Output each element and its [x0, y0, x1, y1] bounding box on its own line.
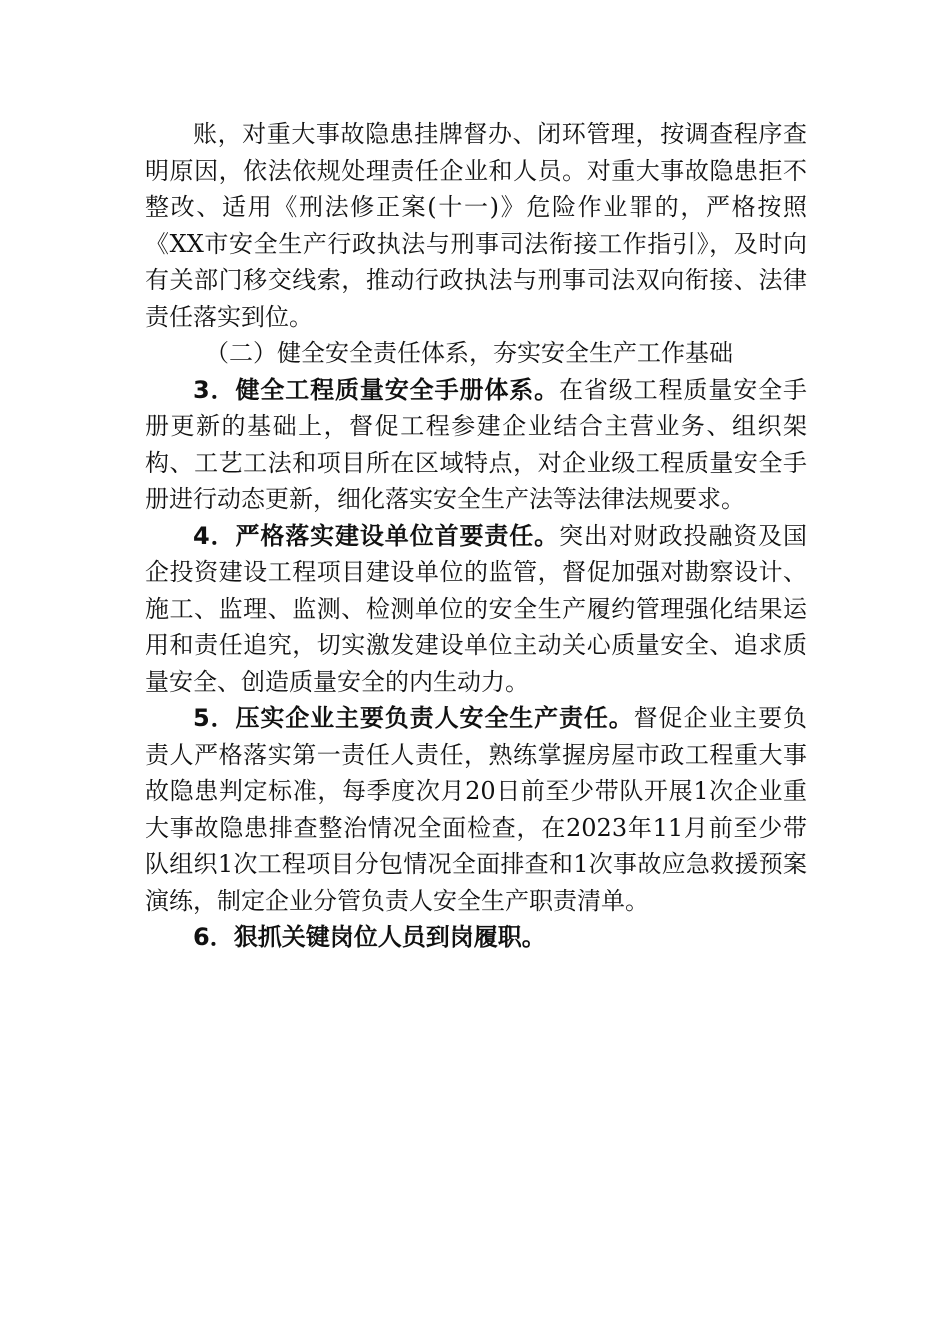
item-5-body: 督促企业主要负责人严格落实第一责任人责任，熟练掌握房屋市政工程重大事故隐患判定标准，每季度次月20日前至少带队开展1次企业重大事故隐患排查整治情况全面检查，在2023年11月前至少带队组织1次工程项目分包情况全面排查和1次事故应急救援预案演练，制定企业分管负责人安全生产职责清单。: [145, 704, 807, 915]
item-3-body: 在省级工程质量安全手册更新的基础上，督促工程参建企业结合主营业务、组织架构、工艺工法和项目所在区域特点，对企业级工程质量安全手册进行动态更新，细化落实安全生产法等法律法规要求。: [145, 375, 808, 513]
item-6-lead: 6．狠抓关键岗位人员到岗履职。: [193, 923, 546, 951]
section-heading: （二）健全安全责任体系，夯实安全生产工作基础: [205, 339, 733, 367]
item-5-paragraph: [145, 700, 807, 919]
item-3-paragraph: [145, 372, 807, 518]
item-4-lead: 4．严格落实建设单位首要责任。: [193, 521, 560, 550]
item-5-lead: 5．压实企业主要负责人安全生产责任。: [193, 704, 634, 732]
item-4-paragraph: [145, 518, 807, 701]
item-3-lead: 3．健全工程质量安全手册体系。: [193, 375, 560, 404]
continuation-paragraph: 账，对重大事故隐患挂牌督办、闭环管理，按调查程序查明原因，依法依规处理责任企业和人员。对重大事故隐患拒不整改、适用《刑法修正案(十一)》危险作业罪的，严格按照《XX市安全生产行政执法与刑事司法衔接工作指引》，及时向有关部门移交线索，推动行政执法与刑事司法双向衔接、法律责任落实到位。: [145, 120, 807, 331]
document-body: [145, 116, 807, 956]
item-4-body: 突出对财政投融资及国企投资建设工程项目建设单位的监管，督促加强对勘察设计、施工、监理、监测、检测单位的安全生产履约管理强化结果运用和责任追究，切实激发建设单位主动关心质量安全、追求质量安全、创造质量安全的内生动力。: [145, 521, 808, 696]
item-6-paragraph: [145, 919, 807, 956]
